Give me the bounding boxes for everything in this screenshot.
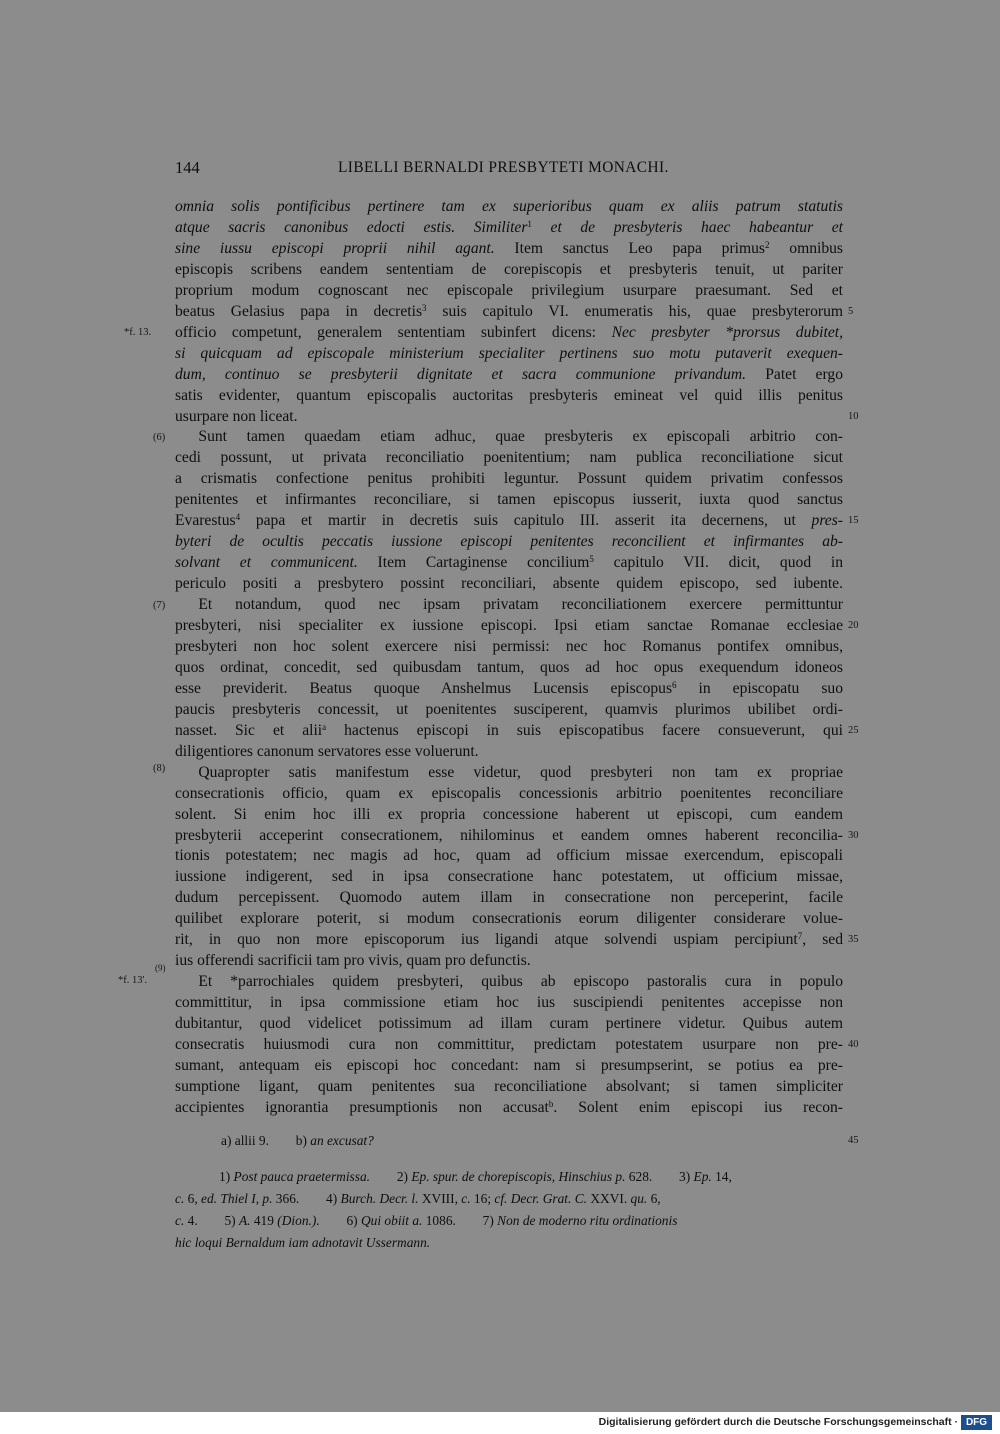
footnote-line: c. 4. 5) A. 419 (Dion.). 6) Qui obiit a. 1086. 7) Non de moderno ritu ordinationis (175, 1213, 678, 1228)
footnote-line: hic loqui Bernaldum iam adnotavit Ussermann. (175, 1235, 431, 1250)
page-number: 144 (175, 158, 200, 177)
text-line: nasset. Sic et alii$^a$ hactenus episcopi in suis episcopatibus facere consueverunt, qui (175, 721, 843, 739)
text-line: quilibet explorare poterit, si modum consecrationis eorum diligenter considerare volue- (175, 910, 843, 928)
margin-paragraph-number: (6) (153, 432, 166, 443)
text-line: sumant, antequam eis episcopi hoc concedant: nam si presumpserint, se potius ea pre- (175, 1056, 843, 1074)
line-number: 45 (848, 1135, 859, 1146)
text-line: committitur, in ipsa commissione etiam hoc ius suscipiendi penitentes accepisse non (175, 994, 843, 1012)
text-line: iussione indigerent, sed in ipsa consecratione hanc potestatem, ut officium missae, (175, 868, 843, 886)
text-line: solent. Si enim hoc illi ex propria concessione haberent ut episcopi, cum eandem (175, 805, 843, 823)
text-line: presbyterii acceperint consecrationem, nihilominus et eandem omnes haberent reconcilia- (175, 826, 843, 844)
text-line: byteri de ocultis peccatis iussione episcopi penitentes reconcilient et infirmantes ab- (175, 533, 843, 551)
text-line: diligentiores canonum servatores esse voluerunt. (175, 742, 479, 760)
text-line: Et *parrochiales quidem presbyteri, quibus ab episcopo pastoralis cura in populo (175, 973, 843, 991)
text-line: esse previderit. Beatus quoque Anshelmus Lucensis episcopus$^6$ in episcopatu suo (175, 679, 843, 697)
text-line: omnia solis pontificibus pertinere tam ex superioribus quam ex aliis patrum statutis (175, 198, 843, 215)
text-line: si quicquam ad episcopale ministerium specialiter pertinens suo motu putaverit exequen- (175, 344, 843, 362)
text-line: sumptione ligant, quam penitentes sua reconciliatione absolvant; si tamen simpliciter (175, 1077, 843, 1095)
text-line: a crismatis confectione penitus prohibiti leguntur. Possunt quidem privatim confessos (175, 470, 843, 488)
text-line: beatus Gelasius papa in decretis$^3$ suis capitulo VI. enumeratis his, quae presbyterorum (175, 302, 843, 320)
text-line: accipientes ignorantia presumptionis non accusat$^b$. Solent enim episcopi ius recon- (175, 1098, 843, 1116)
funding-notice: Digitalisierung gefördert durch die Deutsche Forschungsgemeinschaft · (598, 1416, 958, 1428)
text-line: usurpare non liceat. (175, 407, 298, 425)
text-line: sine iussu episcopi proprii nihil agant. Item sanctus Leo papa primus$^2$ omnibus (175, 239, 843, 257)
line-number: 20 (848, 620, 859, 631)
text-line: episcopis scribens eandem sententiam de corepiscopis et presbyteris tenuit, ut pariter (175, 260, 843, 278)
text-line: ius offerendi sacrificii tam pro vivis, quam pro defunctis. (175, 952, 531, 970)
text-line: Sunt tamen quaedam etiam adhuc, quae presbyteris ex episcopali arbitrio con- (175, 428, 843, 446)
line-number: 40 (848, 1039, 859, 1050)
text-line: periculo positi a presbytero possint reconciliari, absente quidem episcopo, sed iubente. (175, 575, 843, 593)
text-line: solvant et communicent. Item Cartaginense concilium$^5$ capitulo VII. dicit, quod in (175, 554, 843, 572)
apparatus-variants: a) allii 9. b) an excusat? (221, 1133, 374, 1148)
line-number: 35 (848, 934, 859, 946)
margin-paragraph-number: (7) (153, 600, 166, 611)
line-number: 10 (848, 410, 859, 422)
text-line: cedi possunt, ut privata reconciliatio poenitentium; nam publica reconciliatione sicut (175, 449, 843, 467)
text-line: consecratis huiusmodi cura non committitur, predictam potestatem usurpare non pre- (175, 1036, 843, 1053)
text-line: tionis potestatem; nec magis ad hoc, quam ad officium missae exercendum, episcopali (175, 847, 843, 865)
text-line: proprium modum cognoscant nec episcopale privilegium usurpare praesumant. Sed et (175, 281, 843, 299)
footnote-line: 1) Post pauca praetermissa. 2) Ep. spur. de chorepiscopis, Hinschius p. 628. 3) Ep. 14, (219, 1169, 732, 1184)
text-line: Evarestus$^4$ papa et martir in decretis suis capitulo III. asserit ita decernens, ut pres- (175, 512, 843, 530)
text-line: dudum percepissent. Quomodo autem illam in consecratione non perceperint, facile (175, 889, 843, 907)
text-line: rit, in quo non more episcoporum ius ligandi atque solvendi uspiam percipiunt$^7$, sed (175, 931, 843, 949)
text-line: dubitantur, quod videlicet potissimum ad illam curam pertinere videtur. Quibus autem (175, 1015, 843, 1033)
footnote-line: c. 6, ed. Thiel I, p. 366. 4) Burch. Decr. l. XVIII, c. 16; cf. Decr. Grat. C. XXVI. qu. 6, (175, 1191, 661, 1206)
margin-paragraph-number: (9) (155, 963, 166, 973)
text-line: paucis presbyteris concessit, ut poenitentes susciperent, quamvis plurimos ubilibet ordi- (175, 700, 843, 718)
line-number: 5 (848, 305, 854, 317)
text-line: consecrationis officio, quam ex episcopalis concessionis arbitrio poenitentes reconciliare (175, 784, 843, 802)
text-line: presbyteri, nisi specialiter ex iussione episcopi. Ipsi etiam sanctae Romanae ecclesiae (175, 617, 843, 634)
running-title: LIBELLI BERNALDI PRESBYTETI MONACHI. (338, 159, 669, 176)
text-line: Et notandum, quod nec ipsam privatam reconciliationem exercere permittuntur (175, 596, 843, 614)
line-number: 25 (848, 724, 859, 736)
text-line: atque sacris canonibus edocti estis. Similiter$^1$ et de presbyteris haec habeantur et (175, 218, 843, 236)
line-number: 30 (848, 829, 859, 841)
margin-folio-note: *f. 13. (124, 327, 152, 338)
text-line: quos ordinat, concedit, sed quibusdam tantum, quos ad hoc opus exequendum idoneos (175, 658, 843, 676)
text-line: officio competunt, generalem sententiam subinfert dicens: Nec presbyter *prorsus dubitet, (175, 323, 843, 341)
margin-paragraph-number: (8) (153, 763, 166, 774)
dfg-logo: DFG (961, 1415, 992, 1430)
line-number: 15 (848, 515, 859, 527)
text-line: dum, continuo se presbyterii dignitate et sacra communione privandum. Patet ergo (175, 365, 843, 383)
margin-folio-note: *f. 13'. (118, 975, 148, 986)
digitization-footer (0, 1412, 1000, 1434)
text-line: satis evidenter, quantum episcopalis auctoritas presbyteris emineat vel quid illis penitus (175, 386, 843, 404)
text-line: presbyteri non hoc solent exercere nisi permissi: nec hoc Romanus pontifex omnibus, (175, 637, 843, 655)
text-line: penitentes et infirmantes reconciliare, si tamen episcopus iusserit, iuxta quod sanctus (175, 491, 843, 509)
text-line: Quapropter satis manifestum esse videtur, quod presbyteri non tam ex propriae (175, 763, 843, 781)
